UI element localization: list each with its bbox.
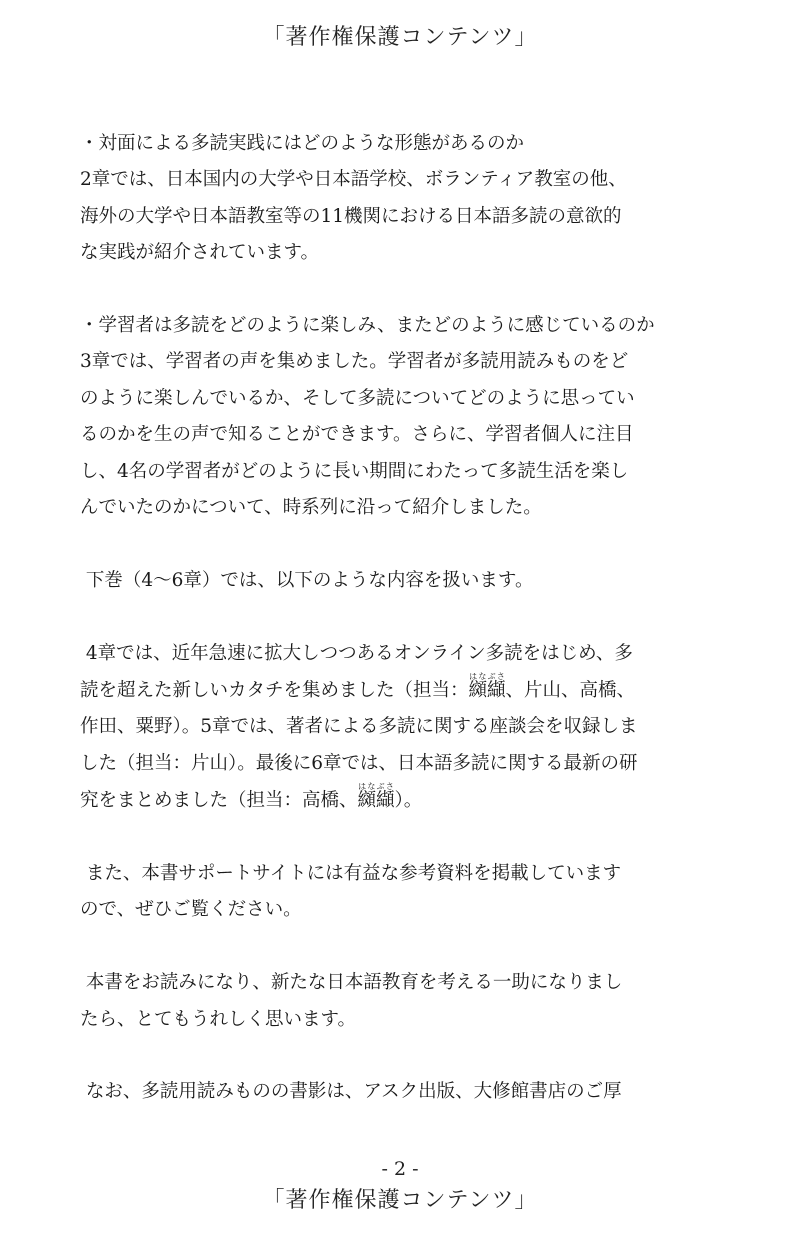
section-heading-learners: ・学習者は多読をどのように楽しみ、またどのように感じているのか (80, 315, 655, 337)
body-line: 海外の大学や日本語教室等の11機関における日本語多読の意欲的 (80, 205, 622, 227)
body-line: な実践が紹介されています。 (80, 242, 320, 264)
body-line: んでいたのかについて、時系列に沿って紹介しました。 (80, 497, 542, 519)
body-line: 2章では、日本国内の大学や日本語学校、ボランティア教室の他、 (80, 169, 627, 191)
body-line: した（担当：片山）。最後に6章では、日本語多読に関する最新の研 (80, 752, 638, 774)
body-line: 究をまとめました（担当：高橋、纐纈はなぶさ）。 (80, 782, 423, 812)
page-number: - 2 - (381, 1158, 419, 1180)
name-with-ruby: 纐纈はなぶさ (468, 672, 506, 702)
body-line: 作田、粟野）。5章では、著者による多読に関する座談会を収録しま (80, 716, 638, 738)
body-line: ので、ぜひご覧ください。 (80, 899, 302, 921)
copyright-banner-bottom: 「著作権保護コンテンツ」 (262, 1188, 538, 1213)
copyright-banner-top: 「著作権保護コンテンツ」 (262, 25, 538, 50)
page-body (80, 126, 680, 1111)
body-line: し、4名の学習者がどのように長い期間にわたって多読生活を楽し (80, 460, 629, 482)
body-line: 4章では、近年急速に拡大しつつあるオンライン多読をはじめ、多 (85, 642, 633, 664)
body-line: のように楽しんでいるか、そして多読についてどのように思ってい (80, 387, 635, 409)
body-line: また、本書サポートサイトには有益な参考資料を掲載しています (85, 863, 622, 885)
section-heading-formats: ・対面による多読実践にはどのような形態があるのか (80, 133, 525, 154)
body-line: なお、多読用読みものの書影は、アスク出版、大修館書店のご厚 (85, 1081, 622, 1103)
body-line: 3章では、学習者の声を集めました。学習者が多読用読みものをど (80, 351, 629, 373)
body-line: たら、とてもうれしく思います。 (80, 1008, 357, 1030)
name-with-ruby: 纐纈はなぶさ (357, 782, 395, 812)
body-line: 本書をお読みになり、新たな日本語教育を考える一助になりまし (85, 972, 623, 994)
body-line: 下巻（4〜6章）では、以下のような内容を扱います。 (85, 569, 534, 591)
body-line: るのかを生の声で知ることができます。さらに、学習者個人に注目 (80, 424, 634, 446)
body-line: 読を超えた新しいカタチを集めました（担当：纐纈はなぶさ、片山、高橋、 (80, 672, 636, 702)
